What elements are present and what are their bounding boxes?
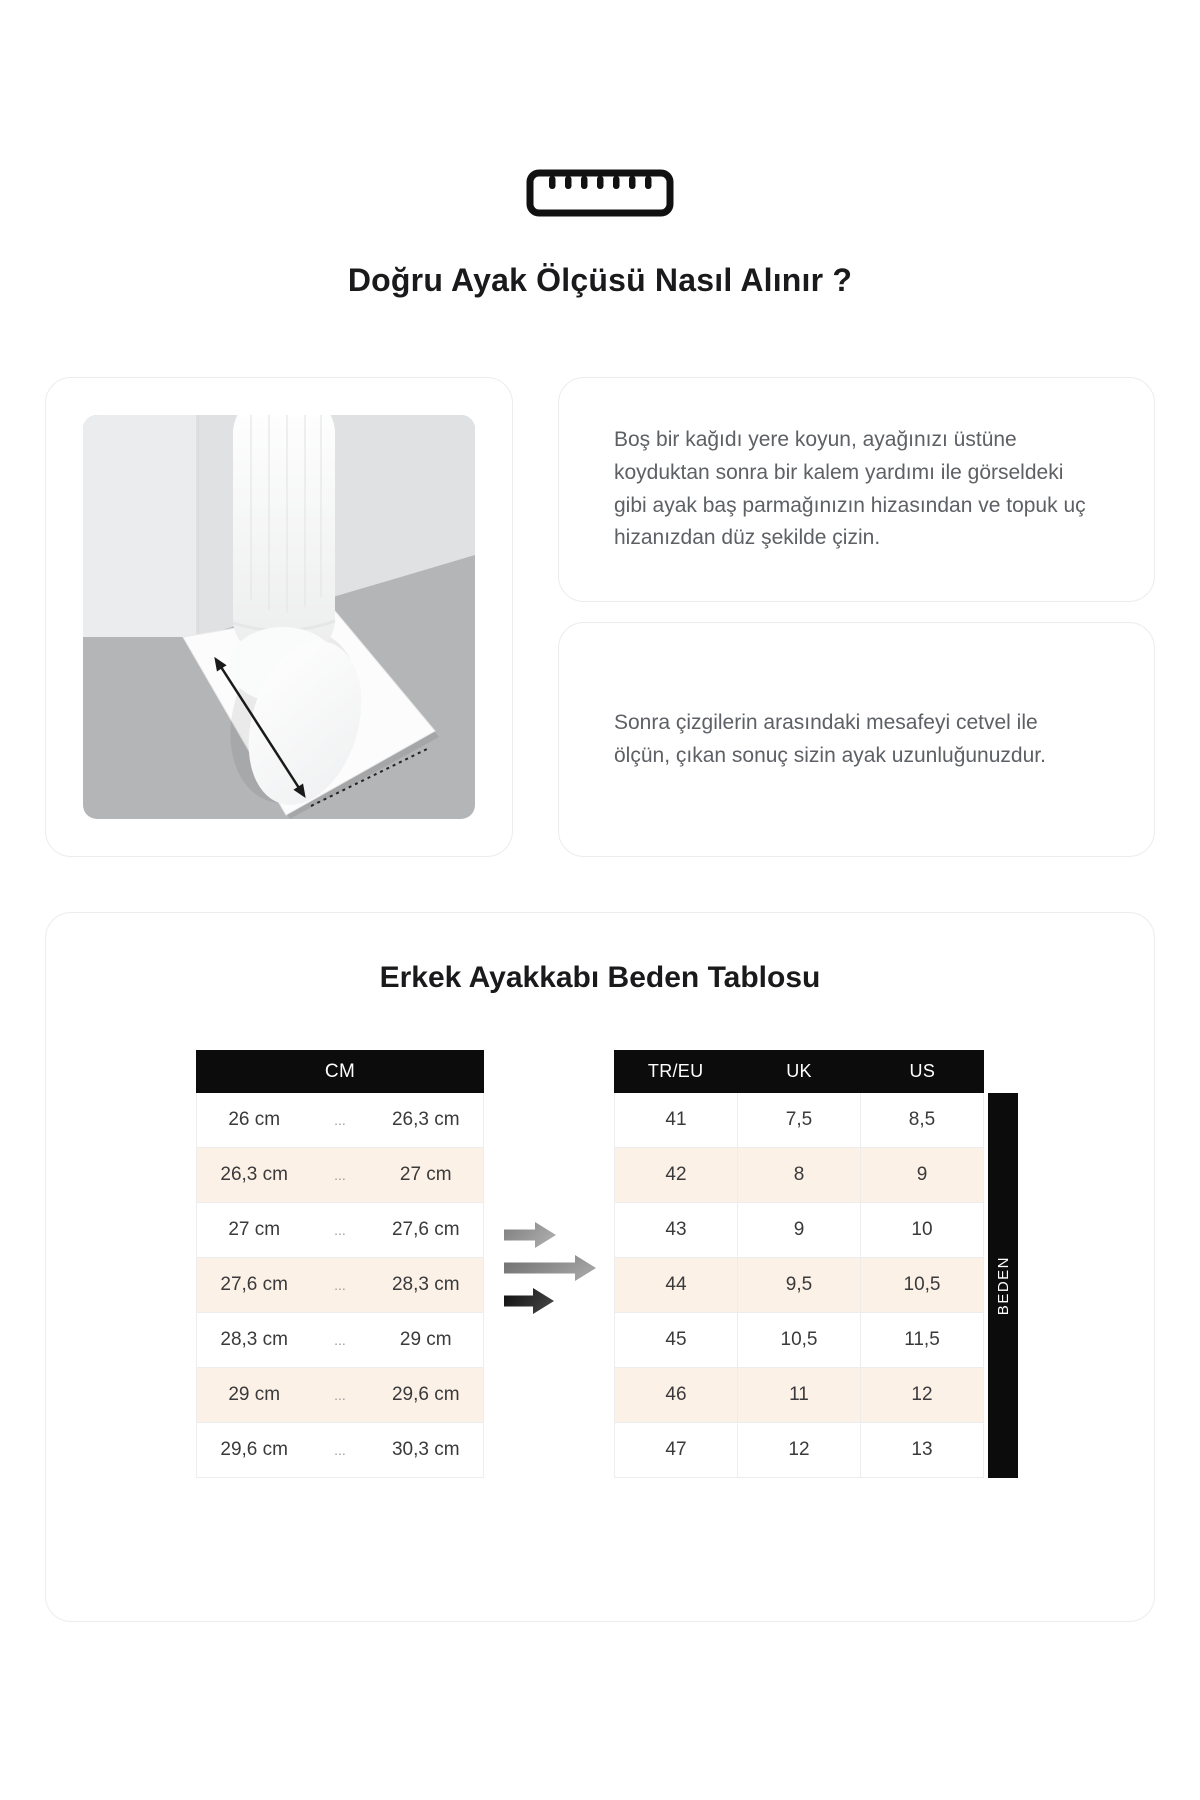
foot-photo [83, 415, 475, 819]
table-cell: 30,3 cm [391, 1439, 460, 1460]
table-row [196, 1313, 484, 1368]
ruler-icon [525, 168, 675, 218]
table-cell: ... [334, 1222, 346, 1238]
beden-label: BEDEN [994, 1255, 1012, 1316]
instruction-card-1 [558, 377, 1155, 602]
table-row [614, 1093, 984, 1148]
table-cell: 11 [737, 1368, 860, 1422]
foot-photo-card [45, 377, 513, 857]
table-cell: ... [334, 1167, 346, 1183]
instruction-column [558, 377, 1155, 857]
table-cell: 29,6 cm [391, 1384, 460, 1405]
page-title: Doğru Ayak Ölçüsü Nasıl Alınır ? [347, 262, 853, 298]
size-chart-card [45, 912, 1155, 1622]
table-cell: 27,6 cm [391, 1219, 460, 1240]
table-cell: 27 cm [399, 1164, 452, 1185]
table-cell: ... [334, 1277, 346, 1293]
table-cell: 9 [737, 1203, 860, 1257]
table-cell: 26 cm [228, 1109, 281, 1130]
table-cell: ... [334, 1332, 346, 1348]
table-cell: 45 [665, 1329, 687, 1350]
table-row [614, 1423, 984, 1478]
table-row [196, 1203, 484, 1258]
foot-measurement-illustration [83, 415, 475, 819]
table-cell: 29 cm [228, 1384, 281, 1405]
table-cell: 47 [665, 1439, 687, 1460]
table-cell: 28,3 cm [220, 1329, 288, 1350]
table-cell: 26,3 cm [391, 1109, 460, 1130]
ruler-icon-wrap [0, 0, 1200, 218]
cm-table-header: CM [196, 1050, 484, 1093]
table-cell: 13 [860, 1423, 983, 1477]
table-row [614, 1148, 984, 1203]
header-uk: UK [786, 1061, 812, 1081]
table-row [614, 1258, 984, 1313]
how-to-measure-section [45, 377, 1155, 857]
cm-table [196, 1050, 484, 1478]
table-cell: 7,5 [737, 1093, 860, 1147]
header-us: US [909, 1061, 936, 1081]
instruction-card-2 [558, 622, 1155, 857]
instruction-step-1: Boş bir kağıdı yere koyun, ayağınızı üstüne koyduktan sonra bir kalem yardımı ile görseldeki gibi ayak baş parmağınızın hizasından ve topuk uç hizanızdan düz şekilde çizin. [614, 428, 1086, 550]
table-cell: 28,3 cm [391, 1274, 460, 1295]
table-row [614, 1368, 984, 1423]
table-cell: 44 [665, 1274, 687, 1295]
table-cell: 11,5 [860, 1313, 983, 1367]
intl-table-header [614, 1050, 984, 1093]
sock-leg [233, 415, 335, 657]
table-cell: 29 cm [399, 1329, 452, 1350]
table-cell: 8,5 [860, 1093, 983, 1147]
table-cell: 41 [665, 1109, 687, 1130]
table-cell: 8 [737, 1148, 860, 1202]
table-cell: ... [334, 1387, 346, 1403]
table-row [196, 1258, 484, 1313]
table-cell: 27 cm [228, 1219, 281, 1240]
table-cell: 46 [665, 1384, 687, 1405]
table-cell: 10,5 [737, 1313, 860, 1367]
table-cell: 42 [665, 1164, 687, 1185]
instruction-step-2: Sonra çizgilerin arasındaki mesafeyi cetvel ile ölçün, çıkan sonuç sizin ayak uzunluğunuzdur. [614, 710, 1046, 767]
table-cell: 27,6 cm [220, 1274, 288, 1295]
beden-side-bar [988, 1093, 1018, 1478]
table-row [196, 1423, 484, 1478]
intl-size-table [614, 1050, 984, 1478]
table-cell: 43 [665, 1219, 687, 1240]
table-cell: 12 [860, 1368, 983, 1422]
table-cell: 9,5 [737, 1258, 860, 1312]
table-cell: ... [334, 1112, 346, 1128]
table-row [614, 1313, 984, 1368]
table-row [196, 1093, 484, 1148]
size-chart-title: Erkek Ayakkabı Beden Tablosu [379, 961, 821, 994]
table-cell: ... [334, 1442, 346, 1458]
wall-left [83, 415, 198, 637]
table-cell: 29,6 cm [220, 1439, 288, 1460]
table-cell: 12 [737, 1423, 860, 1477]
table-cell: 9 [860, 1148, 983, 1202]
size-tables [46, 1050, 1154, 1478]
table-cell: 10,5 [860, 1258, 983, 1312]
table-row [196, 1368, 484, 1423]
triple-right-arrows-icon [504, 1222, 596, 1314]
header-tr-eu: TR/EU [647, 1061, 704, 1081]
table-cell: 26,3 cm [220, 1164, 288, 1185]
table-row [614, 1203, 984, 1258]
table-cell: 10 [860, 1203, 983, 1257]
table-row [196, 1148, 484, 1203]
conversion-arrows-wrap [484, 1050, 614, 1478]
